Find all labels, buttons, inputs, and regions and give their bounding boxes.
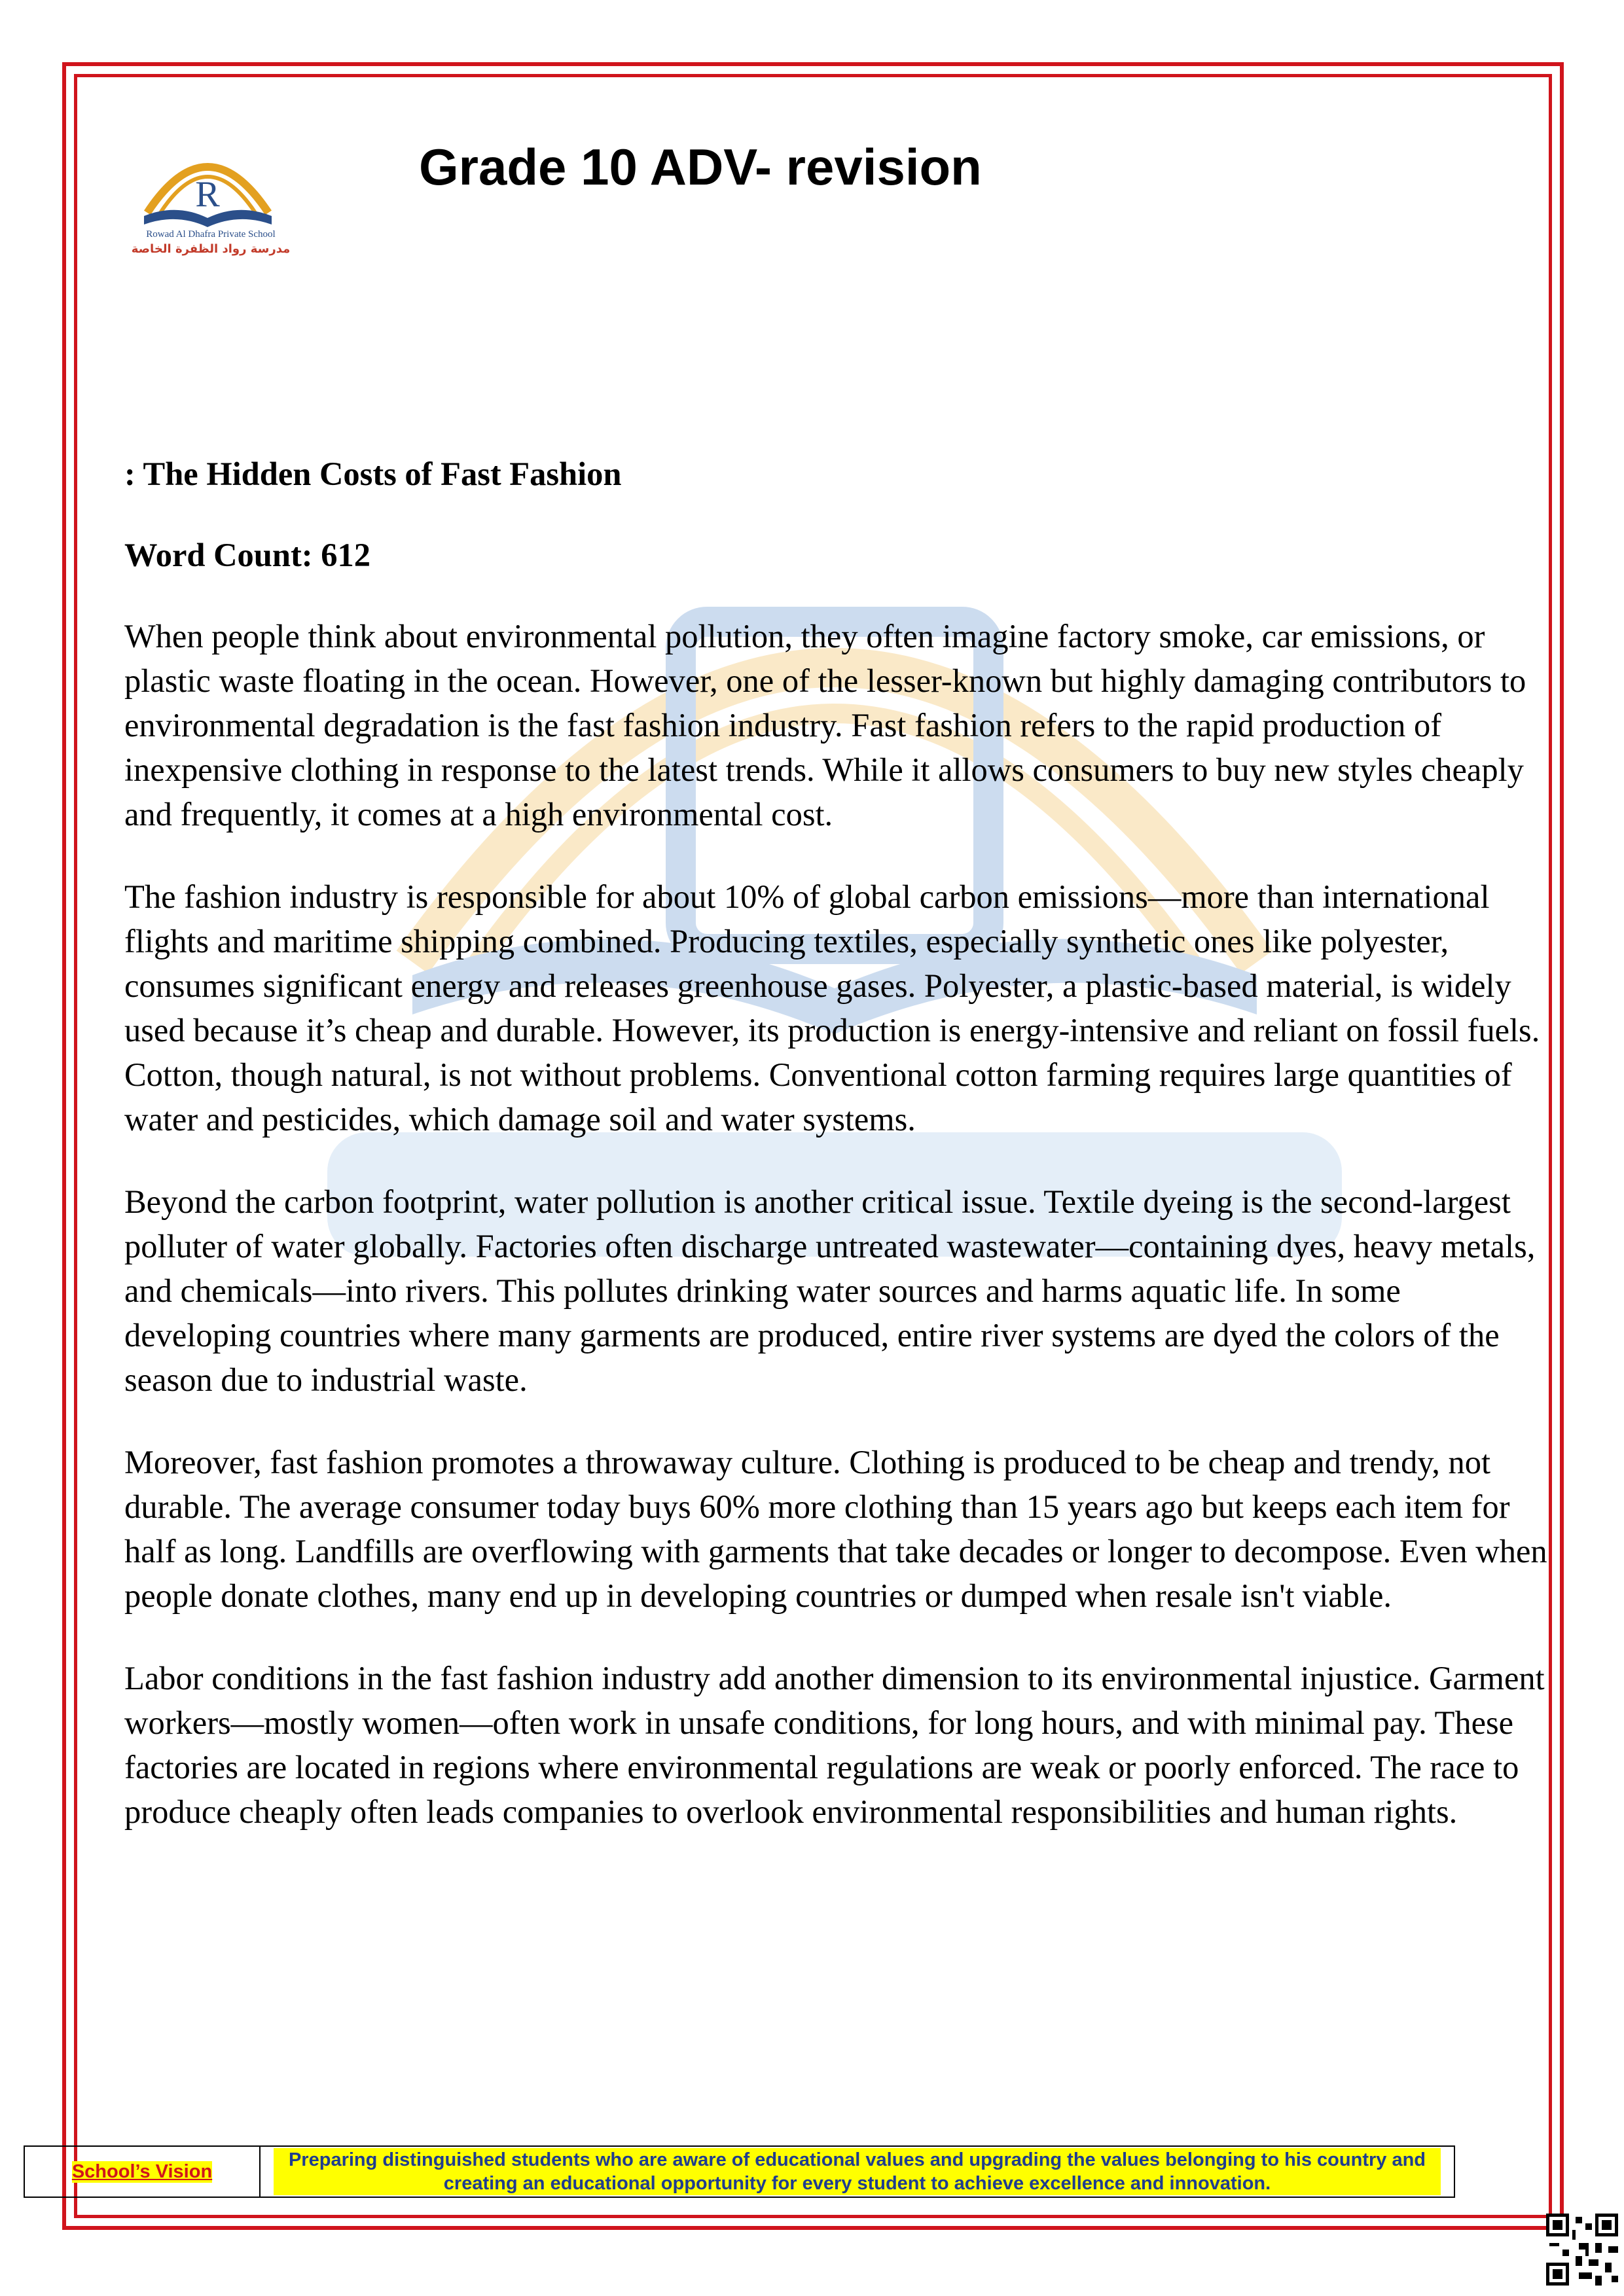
- logo-letter: R: [195, 174, 220, 215]
- article: [124, 452, 1551, 1872]
- paragraph-4: Moreover, fast fashion promotes a throwaway culture. Clothing is produced to be cheap and trendy, not durable. The average consumer today buys 60% more clothing than 15 years ago but keeps each item for half as long. Landfills are overflowing with garments that take decades or longer to decompose. Even when people donate clothes, many end up in developing countries or dumped when resale isn't viable.: [124, 1444, 1547, 1614]
- school-vision-box: [24, 2145, 1455, 2198]
- article-title: : The Hidden Costs of Fast Fashion: [124, 456, 622, 492]
- page-title: Grade 10 ADV- revision: [419, 138, 982, 196]
- qr-code-icon: [1546, 2214, 1618, 2286]
- paragraph-5: Labor conditions in the fast fashion industry add another dimension to its environmental injustice. Garment workers—mostly women—often work in unsafe conditions, for long hours, and with minimal pay. These factories are located in regions where environmental regulations are weak or poorly enforced. The race to produce cheaply often leads companies to overlook environmental responsibilities and human rights.: [124, 1660, 1545, 1830]
- vision-label-cell: [25, 2147, 261, 2197]
- school-name-english: Rowad Al Dhafra Private School: [146, 229, 276, 240]
- word-count: Word Count: 612: [124, 537, 370, 573]
- paragraph-3: Beyond the carbon footprint, water pollution is another critical issue. Textile dyeing is the second-largest polluter of water globally. Factories often discharge untreated wastewater—containing dyes, heavy metals, and chemicals—into rivers. This pollutes drinking water sources and harms aquatic life. In some developing countries where many garments are produced, entire river systems are dyed the colors of the season due to industrial waste.: [124, 1183, 1536, 1398]
- vision-text: Preparing distinguished students who are aware of educational values and upgrading the values belonging to his country and creating an educational opportunity for every student to achieve excellence and innovation.: [274, 2148, 1441, 2195]
- paragraph-2: The fashion industry is responsible for about 10% of global carbon emissions—more than international flights and maritime shipping combined. Producing textiles, especially synthetic ones like polyester, consumes significant energy and releases greenhouse gases. Polyester, a plastic-based material, is widely used because it’s cheap and durable. However, its production is energy-intensive and reliant on fossil fuels. Cotton, though natural, is not without problems. Conventional cotton farming requires large quantities of water and pesticides, which damage soil and water systems.: [124, 878, 1540, 1138]
- vision-text-cell: [261, 2147, 1454, 2197]
- vision-label[interactable]: School’s Vision: [71, 2161, 213, 2182]
- paragraph-1: When people think about environmental pollution, they often imagine factory smoke, car emissions, or plastic waste floating in the ocean. However, one of the lesser-known but highly damaging contributors to environmental degradation is the fast fashion industry. Fast fashion refers to the rapid production of inexpensive clothing in response to the latest trends. While it allows consumers to buy new styles cheaply and frequently, it comes at a high environmental cost.: [124, 618, 1526, 833]
- school-name-arabic: مدرسة رواد الظفرة الخاصة: [131, 242, 291, 256]
